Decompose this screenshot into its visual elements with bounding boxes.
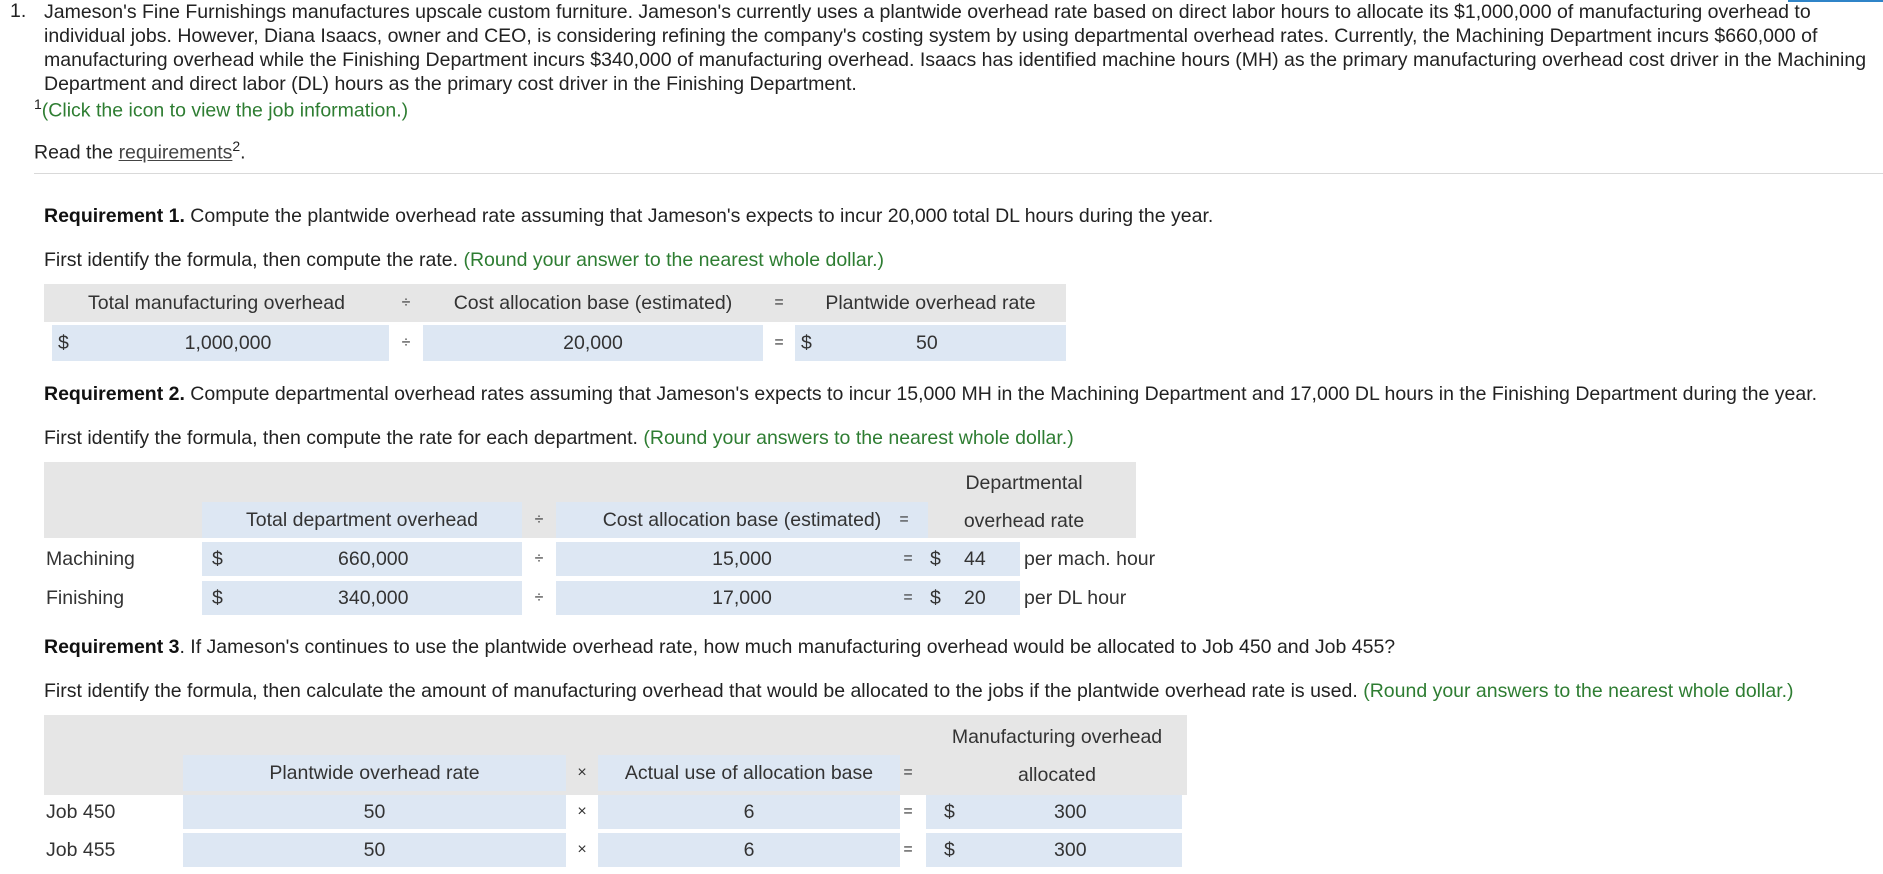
req3-job450-equals: =	[903, 803, 913, 820]
req2-header-divide: ÷	[534, 511, 544, 528]
req2-finishing-dollar-sign: $	[212, 586, 223, 609]
req3-label: Requirement 3	[44, 636, 180, 658]
problem-intro: Jameson's Fine Furnishings manufactures upscale custom furniture. Jameson's currently uses a plantwide overhead rate based on direct labor hours to allocate its $1,000,000 of manufacturing overhead to individual jobs. However, Diana Isaacs, owner and CEO, is considering refining the company's costing system by using departmental overhead rates. Currently, the Machining Department incurs $660,000 of manufacturing overhead while the Finishing Department incurs $340,000 of manufacturing overhead. Isaacs has identified machine hours (MH) as the primary manufacturing overhead cost driver in the Machining Department and direct labor (DL) hours as the primary cost driver in the Finishing Department.	[44, 1, 1867, 95]
req3-job455-equals: =	[903, 841, 913, 858]
section-divider	[34, 173, 1883, 174]
req2-finishing-rate-value[interactable]: 20	[964, 586, 986, 609]
req3-job455-allocated-input[interactable]	[926, 833, 1182, 867]
req2-header-allocation-base: Cost allocation base (estimated)	[556, 502, 928, 538]
req3-job455-dollar-sign: $	[944, 838, 955, 861]
req2-header-dept-rate-line2: overhead rate	[963, 509, 1085, 532]
req2-finishing-overhead-value[interactable]: 340,000	[338, 586, 409, 609]
req3-header-allocation-base: Actual use of allocation base	[598, 755, 900, 791]
req2-machining-unit: per mach. hour	[1024, 547, 1156, 570]
req2-finishing-rate-dollar-sign: $	[930, 586, 941, 609]
req3-text: . If Jameson's continues to use the plantwide overhead rate, how much manufacturing overhead would be allocated to Job 450 and Job 455?	[179, 636, 1396, 658]
req2-machining-divide: ÷	[534, 550, 544, 567]
req2-row-machining-label: Machining	[46, 547, 135, 570]
req3-header-multiply: ×	[577, 764, 587, 781]
req3-job450-rate-input[interactable]: 50	[183, 795, 566, 829]
req1-label: Requirement 1.	[44, 205, 185, 227]
req1-round-note: (Round your answer to the nearest whole dollar.)	[463, 249, 885, 271]
req2-row-machining-overhead[interactable]	[202, 542, 522, 576]
req1-overhead-value[interactable]: 1,000,000	[184, 331, 272, 354]
req2-header-dept-rate-line1: Departmental	[965, 471, 1083, 494]
req1-rate-dollar-sign: $	[801, 331, 812, 354]
req2-machining-rate-dollar-sign: $	[930, 547, 941, 570]
req3-round-note: (Round your answers to the nearest whole dollar.)	[1363, 680, 1794, 702]
req2-finishing-base-input[interactable]: 17,000	[556, 581, 928, 615]
req3-header-equals: =	[903, 764, 913, 781]
req1-statement	[44, 205, 1213, 228]
job-info-text[interactable]: (Click the icon to view the job information.)	[41, 99, 409, 122]
req2-header-total-overhead: Total department overhead	[202, 502, 522, 538]
req3-job455-rate-input[interactable]: 50	[183, 833, 566, 867]
requirements-footnote-ref: 2	[232, 138, 241, 154]
req2-machining-rate-value[interactable]: 44	[964, 547, 986, 570]
req3-header-allocated-line1: Manufacturing overhead	[951, 725, 1163, 748]
req2-text: Compute departmental overhead rates assuming that Jameson's expects to incur 15,000 MH in the Machining Department and 17,000 DL hours in the Finishing Department during the year.	[184, 383, 1818, 405]
req3-job450-allocated-input[interactable]	[926, 795, 1182, 829]
req3-instr: First identify the formula, then calculate the amount of manufacturing overhead that would be allocated to the jobs if the plantwide overhead rate is used.	[44, 680, 1364, 702]
req3-job455-base-input[interactable]: 6	[598, 833, 900, 867]
req1-instr: First identify the formula, then compute the rate.	[44, 249, 464, 271]
req3-job450-base-input[interactable]: 6	[598, 795, 900, 829]
req1-header-plantwide-rate: Plantwide overhead rate	[795, 284, 1066, 322]
question-number: 1.	[10, 0, 27, 22]
req1-rate-value[interactable]: 50	[916, 331, 938, 354]
req2-finishing-equals: =	[903, 589, 913, 606]
req3-statement	[44, 636, 1395, 659]
read-prefix: Read the	[34, 141, 119, 164]
req2-finishing-unit: per DL hour	[1024, 586, 1127, 609]
req1-header-allocation-base: Cost allocation base (estimated)	[423, 284, 763, 322]
req2-finishing-rate-input[interactable]	[924, 581, 1020, 615]
req2-header-equals: =	[899, 511, 909, 528]
req3-job455-allocated-value[interactable]: 300	[1054, 838, 1087, 861]
req3-job450-dollar-sign: $	[944, 800, 955, 823]
req2-machining-dollar-sign: $	[212, 547, 223, 570]
req3-row-job450-label: Job 450	[46, 800, 116, 823]
req1-header-equals: =	[763, 284, 795, 322]
job-info-link[interactable]	[34, 96, 408, 123]
read-requirements	[34, 138, 246, 165]
req2-machining-base-input[interactable]: 15,000	[556, 542, 928, 576]
req1-dollar-sign: $	[58, 331, 69, 354]
req2-finishing-divide: ÷	[534, 589, 544, 606]
req1-header-divide: ÷	[389, 284, 423, 322]
req3-job450-allocated-value[interactable]: 300	[1054, 800, 1087, 823]
req1-header-total-overhead: Total manufacturing overhead	[44, 284, 389, 322]
req1-equals: =	[774, 334, 784, 351]
req3-job450-multiply: ×	[577, 803, 587, 820]
req1-divide: ÷	[401, 334, 411, 351]
job-info-footnote-ref: 1	[34, 96, 42, 112]
req3-row-job455-label: Job 455	[46, 838, 116, 861]
read-suffix: .	[240, 141, 246, 164]
req2-machining-equals: =	[903, 550, 913, 567]
req2-row-finishing-label: Finishing	[46, 586, 125, 609]
req1-text: Compute the plantwide overhead rate assuming that Jameson's expects to incur 20,000 total DL hours during the year.	[184, 205, 1214, 227]
req3-instruction	[44, 680, 1794, 703]
req2-row-finishing-overhead[interactable]	[202, 581, 522, 615]
req2-machining-rate-input[interactable]	[924, 542, 1020, 576]
requirements-link[interactable]: requirements	[118, 141, 233, 164]
req1-overhead-dollar-sign	[52, 325, 389, 361]
req1-base-input[interactable]: 20,000	[423, 325, 763, 361]
req2-statement	[44, 383, 1817, 406]
req2-label: Requirement 2.	[44, 383, 185, 405]
req1-instruction	[44, 249, 884, 272]
req3-header-allocated-line2: allocated	[1017, 763, 1097, 786]
req3-header-plantwide-rate: Plantwide overhead rate	[183, 755, 566, 791]
req3-job455-multiply: ×	[577, 841, 587, 858]
req2-instr: First identify the formula, then compute the rate for each department.	[44, 427, 644, 449]
req2-instruction	[44, 427, 1074, 450]
req2-round-note: (Round your answers to the nearest whole dollar.)	[643, 427, 1074, 449]
req1-rate-input[interactable]	[795, 325, 1066, 361]
req2-machining-overhead-value[interactable]: 660,000	[338, 547, 409, 570]
